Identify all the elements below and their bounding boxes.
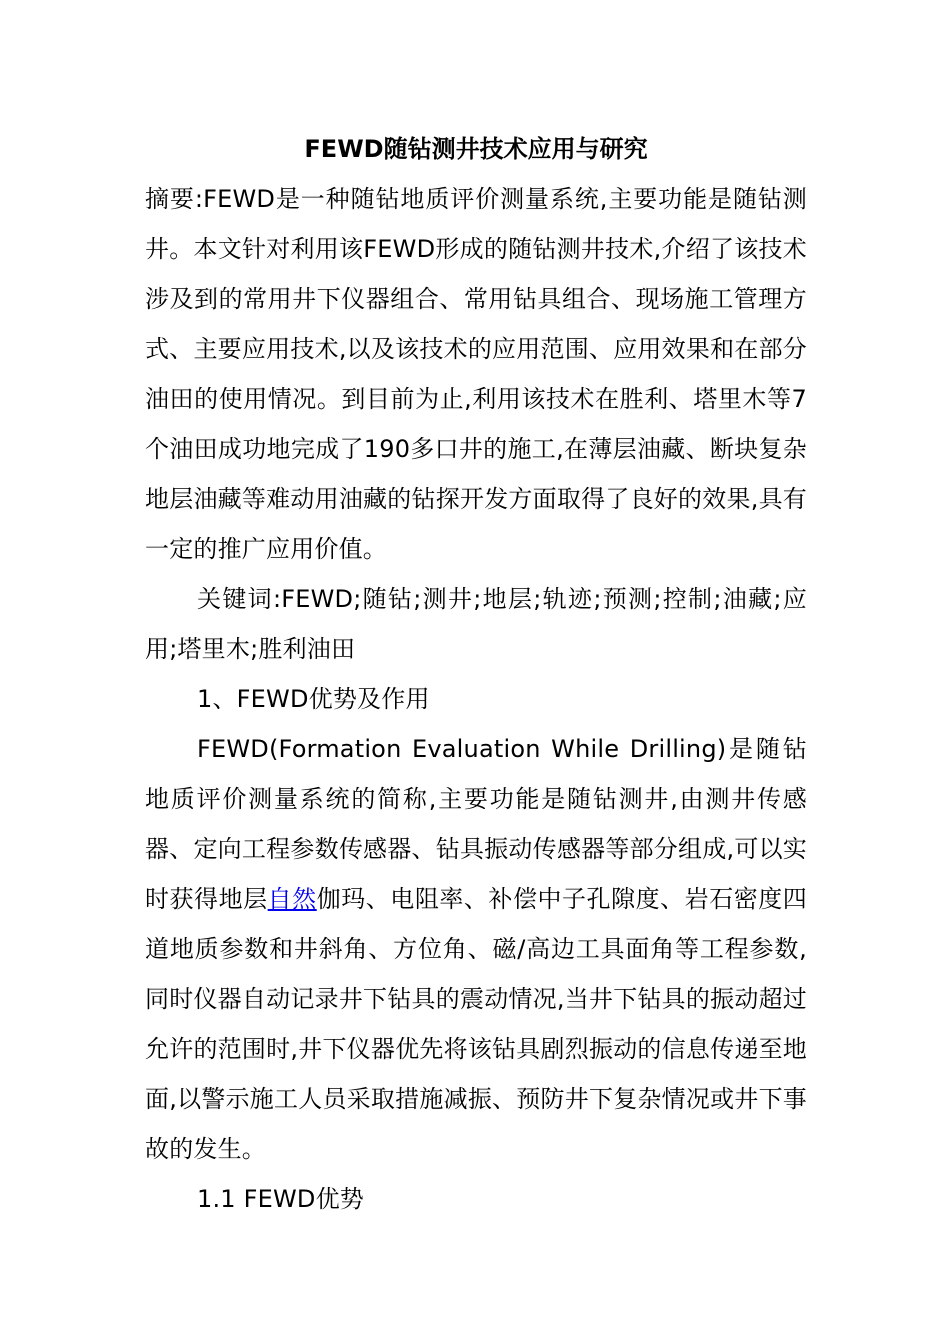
- ziran-link[interactable]: 自然: [267, 885, 317, 913]
- section-1-body: [145, 724, 807, 1174]
- section-1-body-text-b: 伽玛、电阻率、补偿中子孔隙度、岩石密度四道地质参数和井斜角、方位角、磁/高边工具面角等工程参数,同时仪器自动记录井下钻具的震动情况,当井下钻具的振动超过允许的范围时,井下仪器优先将该钻具剧烈振动的信息传递至地面,以警示施工人员采取措施减振、预防井下复杂情况或井下事故的发生。: [145, 885, 807, 1163]
- section-1-body-text-a: FEWD(Formation Evaluation While Drilling)是随钻地质评价测量系统的简称,主要功能是随钻测井,由测井传感器、定向工程参数传感器、钻具振动传感器等部分组成,可以实时获得地层: [145, 735, 807, 913]
- section-1-heading: 1、FEWD优势及作用: [197, 685, 430, 713]
- keywords-paragraph: 关键词:FEWD;随钻;测井;地层;轨迹;预测;控制;油藏;应用;塔里木;胜利油田: [145, 585, 807, 663]
- section-1-1-heading: 1.1 FEWD优势: [197, 1185, 364, 1213]
- abstract-paragraph: 摘要:FEWD是一种随钻地质评价测量系统,主要功能是随钻测井。本文针对利用该FEWD形成的随钻测井技术,介绍了该技术涉及到的常用井下仪器组合、常用钻具组合、现场施工管理方式、主要应用技术,以及该技术的应用范围、应用效果和在部分油田的使用情况。到目前为止,利用该技术在胜利、塔里木等7个油田成功地完成了190多口井的施工,在薄层油藏、断块复杂地层油藏等难动用油藏的钻探开发方面取得了良好的效果,具有一定的推广应用价值。: [145, 185, 807, 563]
- document-page: [145, 124, 807, 1224]
- document-title: FEWD随钻测井技术应用与研究: [304, 135, 648, 163]
